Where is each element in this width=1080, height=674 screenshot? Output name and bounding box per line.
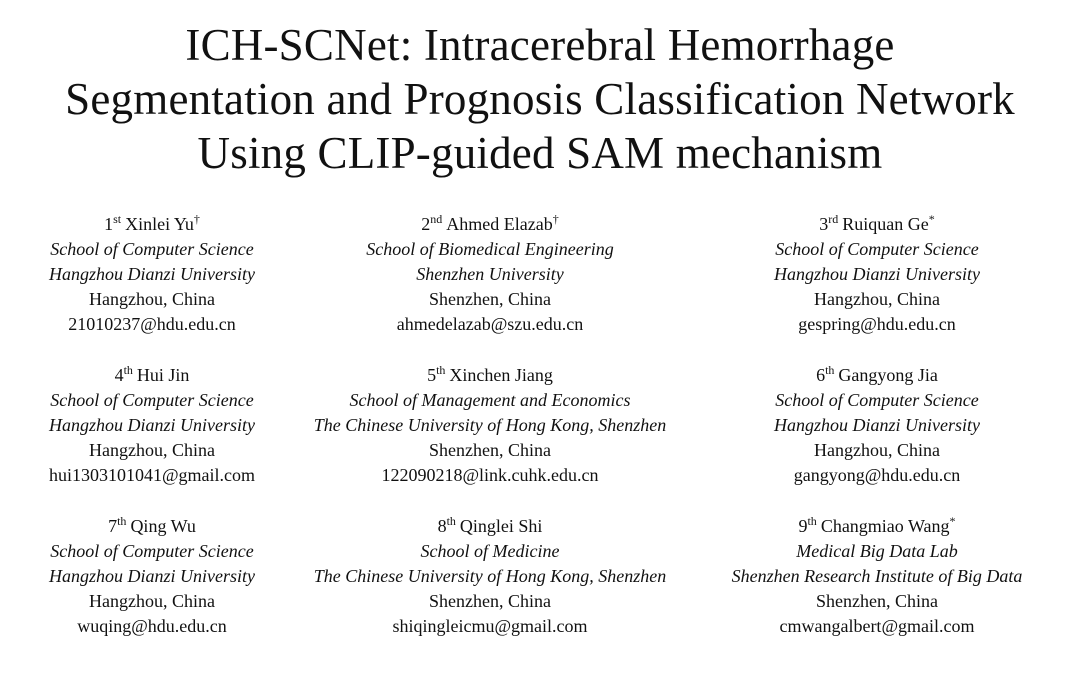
author-ordinal-number: 8 [437, 516, 447, 536]
author-name: Gangyong Jia [838, 365, 938, 385]
author-ordinal-suffix: st [113, 212, 122, 226]
author-name: Changmiao Wang [820, 516, 950, 536]
author-block-4 [0, 363, 304, 488]
author-ordinal-number: 7 [108, 516, 118, 536]
author-department: School of Computer Science [775, 390, 979, 410]
author-ordinal-suffix: th [117, 514, 127, 528]
author-ordinal-number: 5 [427, 365, 437, 385]
author-ordinal-suffix: th [123, 363, 133, 377]
author-affiliation: Hangzhou Dianzi University [49, 566, 255, 586]
author-ordinal-number: 9 [798, 516, 808, 536]
author-name-line [282, 212, 698, 237]
author-name: Qinglei Shi [459, 516, 543, 536]
author-email: hui1303101041@gmail.com [48, 465, 256, 485]
author-affiliation: Hangzhou Dianzi University [49, 415, 255, 435]
author-name: Ruiquan Ge [842, 214, 929, 234]
author-block-6 [692, 363, 1062, 488]
author-location: Hangzhou, China [814, 440, 940, 460]
author-email: shiqingleicmu@gmail.com [392, 616, 588, 636]
author-ordinal-suffix: th [446, 514, 456, 528]
author-ordinal-number: 1 [104, 214, 114, 234]
author-affiliation: Shenzhen Research Institute of Big Data [731, 566, 1023, 586]
author-block-7 [0, 514, 304, 639]
author-location: Hangzhou, China [89, 440, 215, 460]
author-block-8 [282, 514, 698, 639]
author-location: Hangzhou, China [89, 289, 215, 309]
author-affiliation: Hangzhou Dianzi University [774, 415, 980, 435]
author-location: Hangzhou, China [89, 591, 215, 611]
author-ordinal-suffix: th [825, 363, 835, 377]
author-name-line [282, 363, 698, 388]
author-ordinal-number: 4 [114, 365, 124, 385]
author-ordinal-number: 2 [421, 214, 431, 234]
author-email: 122090218@link.cuhk.edu.cn [381, 465, 599, 485]
author-ordinal-suffix: th [436, 363, 446, 377]
author-block-5 [282, 363, 698, 488]
author-name-line [692, 212, 1062, 237]
author-ordinal-suffix: nd [430, 212, 443, 226]
author-department: School of Computer Science [50, 541, 254, 561]
author-ordinal-suffix: th [807, 514, 817, 528]
author-block-9 [692, 514, 1062, 639]
author-location: Shenzhen, China [816, 591, 938, 611]
author-affiliation: Hangzhou Dianzi University [49, 264, 255, 284]
author-affiliation: Shenzhen University [416, 264, 564, 284]
author-ordinal-suffix: rd [828, 212, 839, 226]
author-footnote-mark: * [949, 514, 956, 528]
author-location: Shenzhen, China [429, 289, 551, 309]
author-ordinal-number: 6 [816, 365, 826, 385]
title-line-2: Segmentation and Prognosis Classification Network [65, 74, 1015, 124]
author-department: School of Management and Economics [349, 390, 631, 410]
author-location: Shenzhen, China [429, 440, 551, 460]
author-name-line [0, 363, 304, 388]
author-name-line [0, 212, 304, 237]
author-email: cmwangalbert@gmail.com [779, 616, 975, 636]
author-department: School of Computer Science [50, 390, 254, 410]
author-department: School of Computer Science [775, 239, 979, 259]
title-line-1: ICH-SCNet: Intracerebral Hemorrhage [185, 20, 895, 70]
author-name: Xinlei Yu [125, 214, 194, 234]
author-footnote-mark: * [928, 212, 935, 226]
author-location: Hangzhou, China [814, 289, 940, 309]
author-email: gespring@hdu.edu.cn [798, 314, 956, 334]
author-name-line [282, 514, 698, 539]
author-email: wuqing@hdu.edu.cn [77, 616, 227, 636]
author-email: gangyong@hdu.edu.cn [793, 465, 961, 485]
author-affiliation: The Chinese University of Hong Kong, Shenzhen [313, 566, 667, 586]
author-department: Medical Big Data Lab [796, 541, 958, 561]
author-affiliation: Hangzhou Dianzi University [774, 264, 980, 284]
paper-title [0, 18, 1080, 180]
author-footnote-mark: † [193, 212, 200, 226]
author-name-line [692, 363, 1062, 388]
author-name: Xinchen Jiang [449, 365, 553, 385]
author-email: 21010237@hdu.edu.cn [68, 314, 236, 334]
author-name-line [0, 514, 304, 539]
author-list [0, 212, 1080, 668]
author-name-line [692, 514, 1062, 539]
author-location: Shenzhen, China [429, 591, 551, 611]
author-department: School of Biomedical Engineering [366, 239, 614, 259]
author-email: ahmedelazab@szu.edu.cn [396, 314, 584, 334]
author-name: Hui Jin [136, 365, 190, 385]
author-footnote-mark: † [552, 212, 559, 226]
author-name: Qing Wu [130, 516, 196, 536]
author-block-2 [282, 212, 698, 337]
author-affiliation: The Chinese University of Hong Kong, Shenzhen [313, 415, 667, 435]
author-block-3 [692, 212, 1062, 337]
author-block-1 [0, 212, 304, 337]
author-name: Ahmed Elazab [446, 214, 553, 234]
author-ordinal-number: 3 [819, 214, 829, 234]
title-line-3: Using CLIP-guided SAM mechanism [197, 128, 883, 178]
author-department: School of Computer Science [50, 239, 254, 259]
author-department: School of Medicine [420, 541, 560, 561]
